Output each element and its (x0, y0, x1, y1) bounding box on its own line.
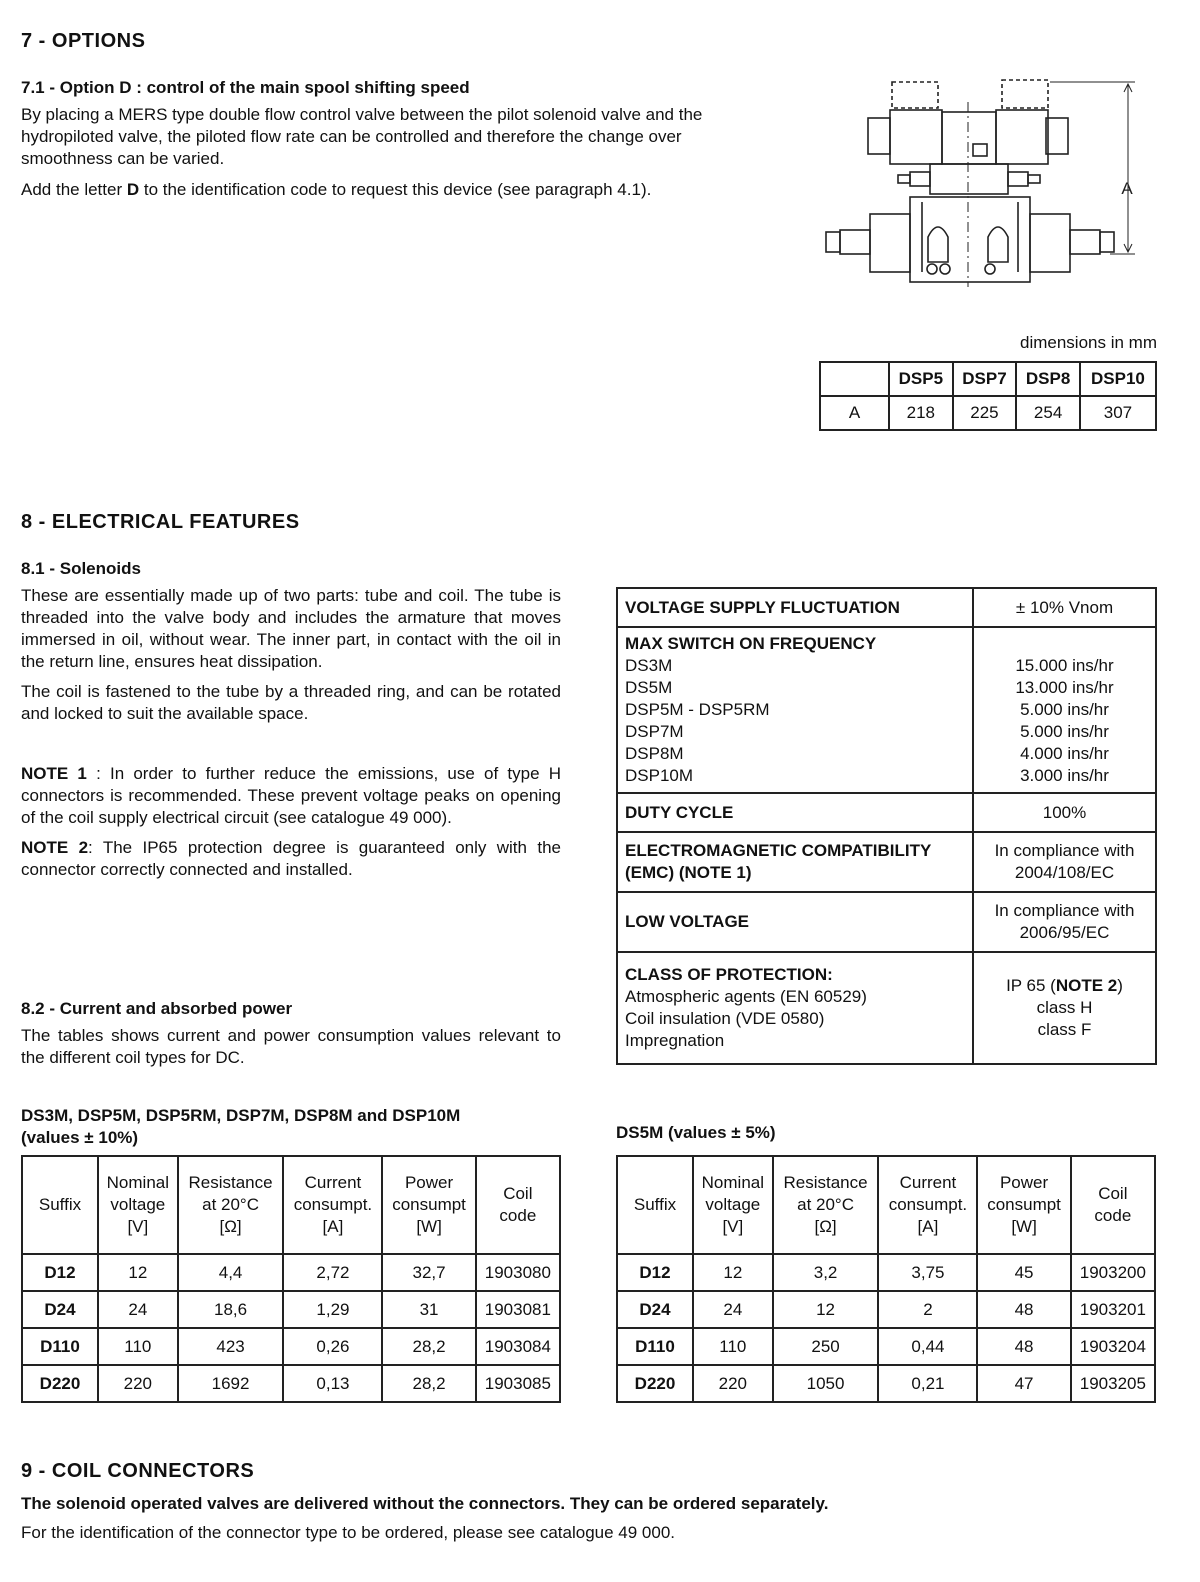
col-power: Power consumpt [W] (382, 1156, 475, 1254)
dim-header: DSP8 (1016, 362, 1080, 396)
col-current: Current consumpt. [A] (283, 1156, 382, 1254)
emc-value: In compliance with 2004/108/EC (973, 832, 1156, 892)
elec-label: LOW VOLTAGE (617, 892, 973, 952)
col-voltage: Nominal voltage [V] (98, 1156, 178, 1254)
low-voltage-value: In compliance with 2006/95/EC (973, 892, 1156, 952)
valve-drawing (810, 72, 1160, 294)
table-row: D110 110 250 0,44 48 1903204 (617, 1328, 1155, 1365)
col-coil-code: Coil code (1071, 1156, 1155, 1254)
col-current: Current consumpt. [A] (878, 1156, 977, 1254)
note-1: NOTE 1 : In order to further reduce the emissions, use of type H connectors is recommended. These prevent voltage peaks on opening of the coil supply electrical circuit (see catalogue 49 000). (21, 764, 561, 827)
dim-header: DSP5 (889, 362, 953, 396)
coil-table-1-title: DS3M, DSP5M, DSP5RM, DSP7M, DSP8M and DSP10M (values ± 10%) (21, 1106, 461, 1147)
note-2: NOTE 2: The IP65 protection degree is guaranteed only with the connector correctly connected and installed. (21, 838, 561, 879)
table-row: D12 12 3,2 3,75 45 1903200 (617, 1254, 1155, 1291)
current-power-heading: 8.2 - Current and absorbed power (21, 999, 293, 1018)
current-power-paragraph: The tables shows current and power consumption values relevant to the different coil types for DC. (21, 1026, 561, 1067)
col-power: Power consumpt [W] (977, 1156, 1070, 1254)
col-resistance: Resistance at 20°C [Ω] (773, 1156, 879, 1254)
dim-row-label: A (820, 396, 889, 430)
table-row: D24 24 12 2 48 1903201 (617, 1291, 1155, 1328)
switch-frequency-labels: MAX SWITCH ON FREQUENCY DS3M DS5M DSP5M - DSP5RM DSP7M DSP8M DSP10M (617, 627, 973, 793)
table-row: D110 110 423 0,26 28,2 1903084 (22, 1328, 560, 1365)
protection-values: IP 65 (NOTE 2) class H class F (973, 952, 1156, 1064)
dim-value: 254 (1016, 396, 1080, 430)
electrical-features-table (616, 587, 1157, 1065)
table-row: D220 220 1050 0,21 47 1903205 (617, 1365, 1155, 1402)
dim-value: 225 (953, 396, 1017, 430)
section-7-title: 7 - OPTIONS (21, 30, 146, 52)
switch-frequency-values: 15.000 ins/hr 13.000 ins/hr 5.000 ins/hr 5.000 ins/hr 4.000 ins/hr 3.000 ins/hr (973, 627, 1156, 793)
dim-value: 218 (889, 396, 953, 430)
col-voltage: Nominal voltage [V] (693, 1156, 773, 1254)
solenoids-heading: 8.1 - Solenoids (21, 559, 141, 578)
table-row: D220 220 1692 0,13 28,2 1903085 (22, 1365, 560, 1402)
section-9-title: 9 - COIL CONNECTORS (21, 1460, 255, 1482)
option-d-note: Add the letter D to the identification code to request this device (see paragraph 4.1). (21, 180, 652, 199)
connectors-catalogue-ref: For the identification of the connector type to be ordered, please see catalogue 49 000. (21, 1523, 675, 1542)
coil-table-2 (616, 1155, 1156, 1403)
dimension-label-a: A (1121, 179, 1133, 198)
dim-header: DSP10 (1080, 362, 1156, 396)
option-d-paragraph: By placing a MERS type double flow control valve between the pilot solenoid valve and the hydropiloted valve, the piloted flow rate can be controlled and therefore the change over smoothness can be varied. (21, 105, 703, 168)
dim-header: DSP7 (953, 362, 1017, 396)
protection-labels: CLASS OF PROTECTION: Atmospheric agents (EN 60529) Coil insulation (VDE 0580) Impregnation (617, 952, 973, 1064)
option-d-heading: 7.1 - Option D : control of the main spool shifting speed (21, 78, 470, 97)
coil-table-2-title: DS5M (values ± 5%) (616, 1123, 776, 1142)
table-row: D12 12 4,4 2,72 32,7 1903080 (22, 1254, 560, 1291)
elec-label: VOLTAGE SUPPLY FLUCTUATION (617, 588, 973, 627)
solenoids-paragraph-2: The coil is fastened to the tube by a threaded ring, and can be rotated and locked to suit the available space. (21, 682, 561, 723)
elec-value: 100% (973, 793, 1156, 832)
connectors-notice: The solenoid operated valves are delivered without the connectors. They can be ordered separately. (21, 1494, 829, 1513)
solenoids-paragraph-1: These are essentially made up of two parts: tube and coil. The tube is threaded into the valve body and includes the armature that moves immersed in oil, without wear. The inner part, in contact with the oil in the return line, ensures heat dissipation. (21, 586, 561, 671)
dim-value: 307 (1080, 396, 1156, 430)
dim-corner (820, 362, 889, 396)
emc-label: ELECTROMAGNETIC COMPATIBILITY (EMC) (NOTE 1) (617, 832, 973, 892)
col-resistance: Resistance at 20°C [Ω] (178, 1156, 284, 1254)
section-8-title: 8 - ELECTRICAL FEATURES (21, 511, 300, 533)
col-suffix: Suffix (617, 1156, 693, 1254)
dimensions-table (819, 361, 1157, 431)
elec-value: ± 10% Vnom (973, 588, 1156, 627)
dimensions-caption: dimensions in mm (1020, 333, 1157, 352)
coil-table-1 (21, 1155, 561, 1403)
elec-label: DUTY CYCLE (617, 793, 973, 832)
col-suffix: Suffix (22, 1156, 98, 1254)
col-coil-code: Coil code (476, 1156, 560, 1254)
table-row: D24 24 18,6 1,29 31 1903081 (22, 1291, 560, 1328)
